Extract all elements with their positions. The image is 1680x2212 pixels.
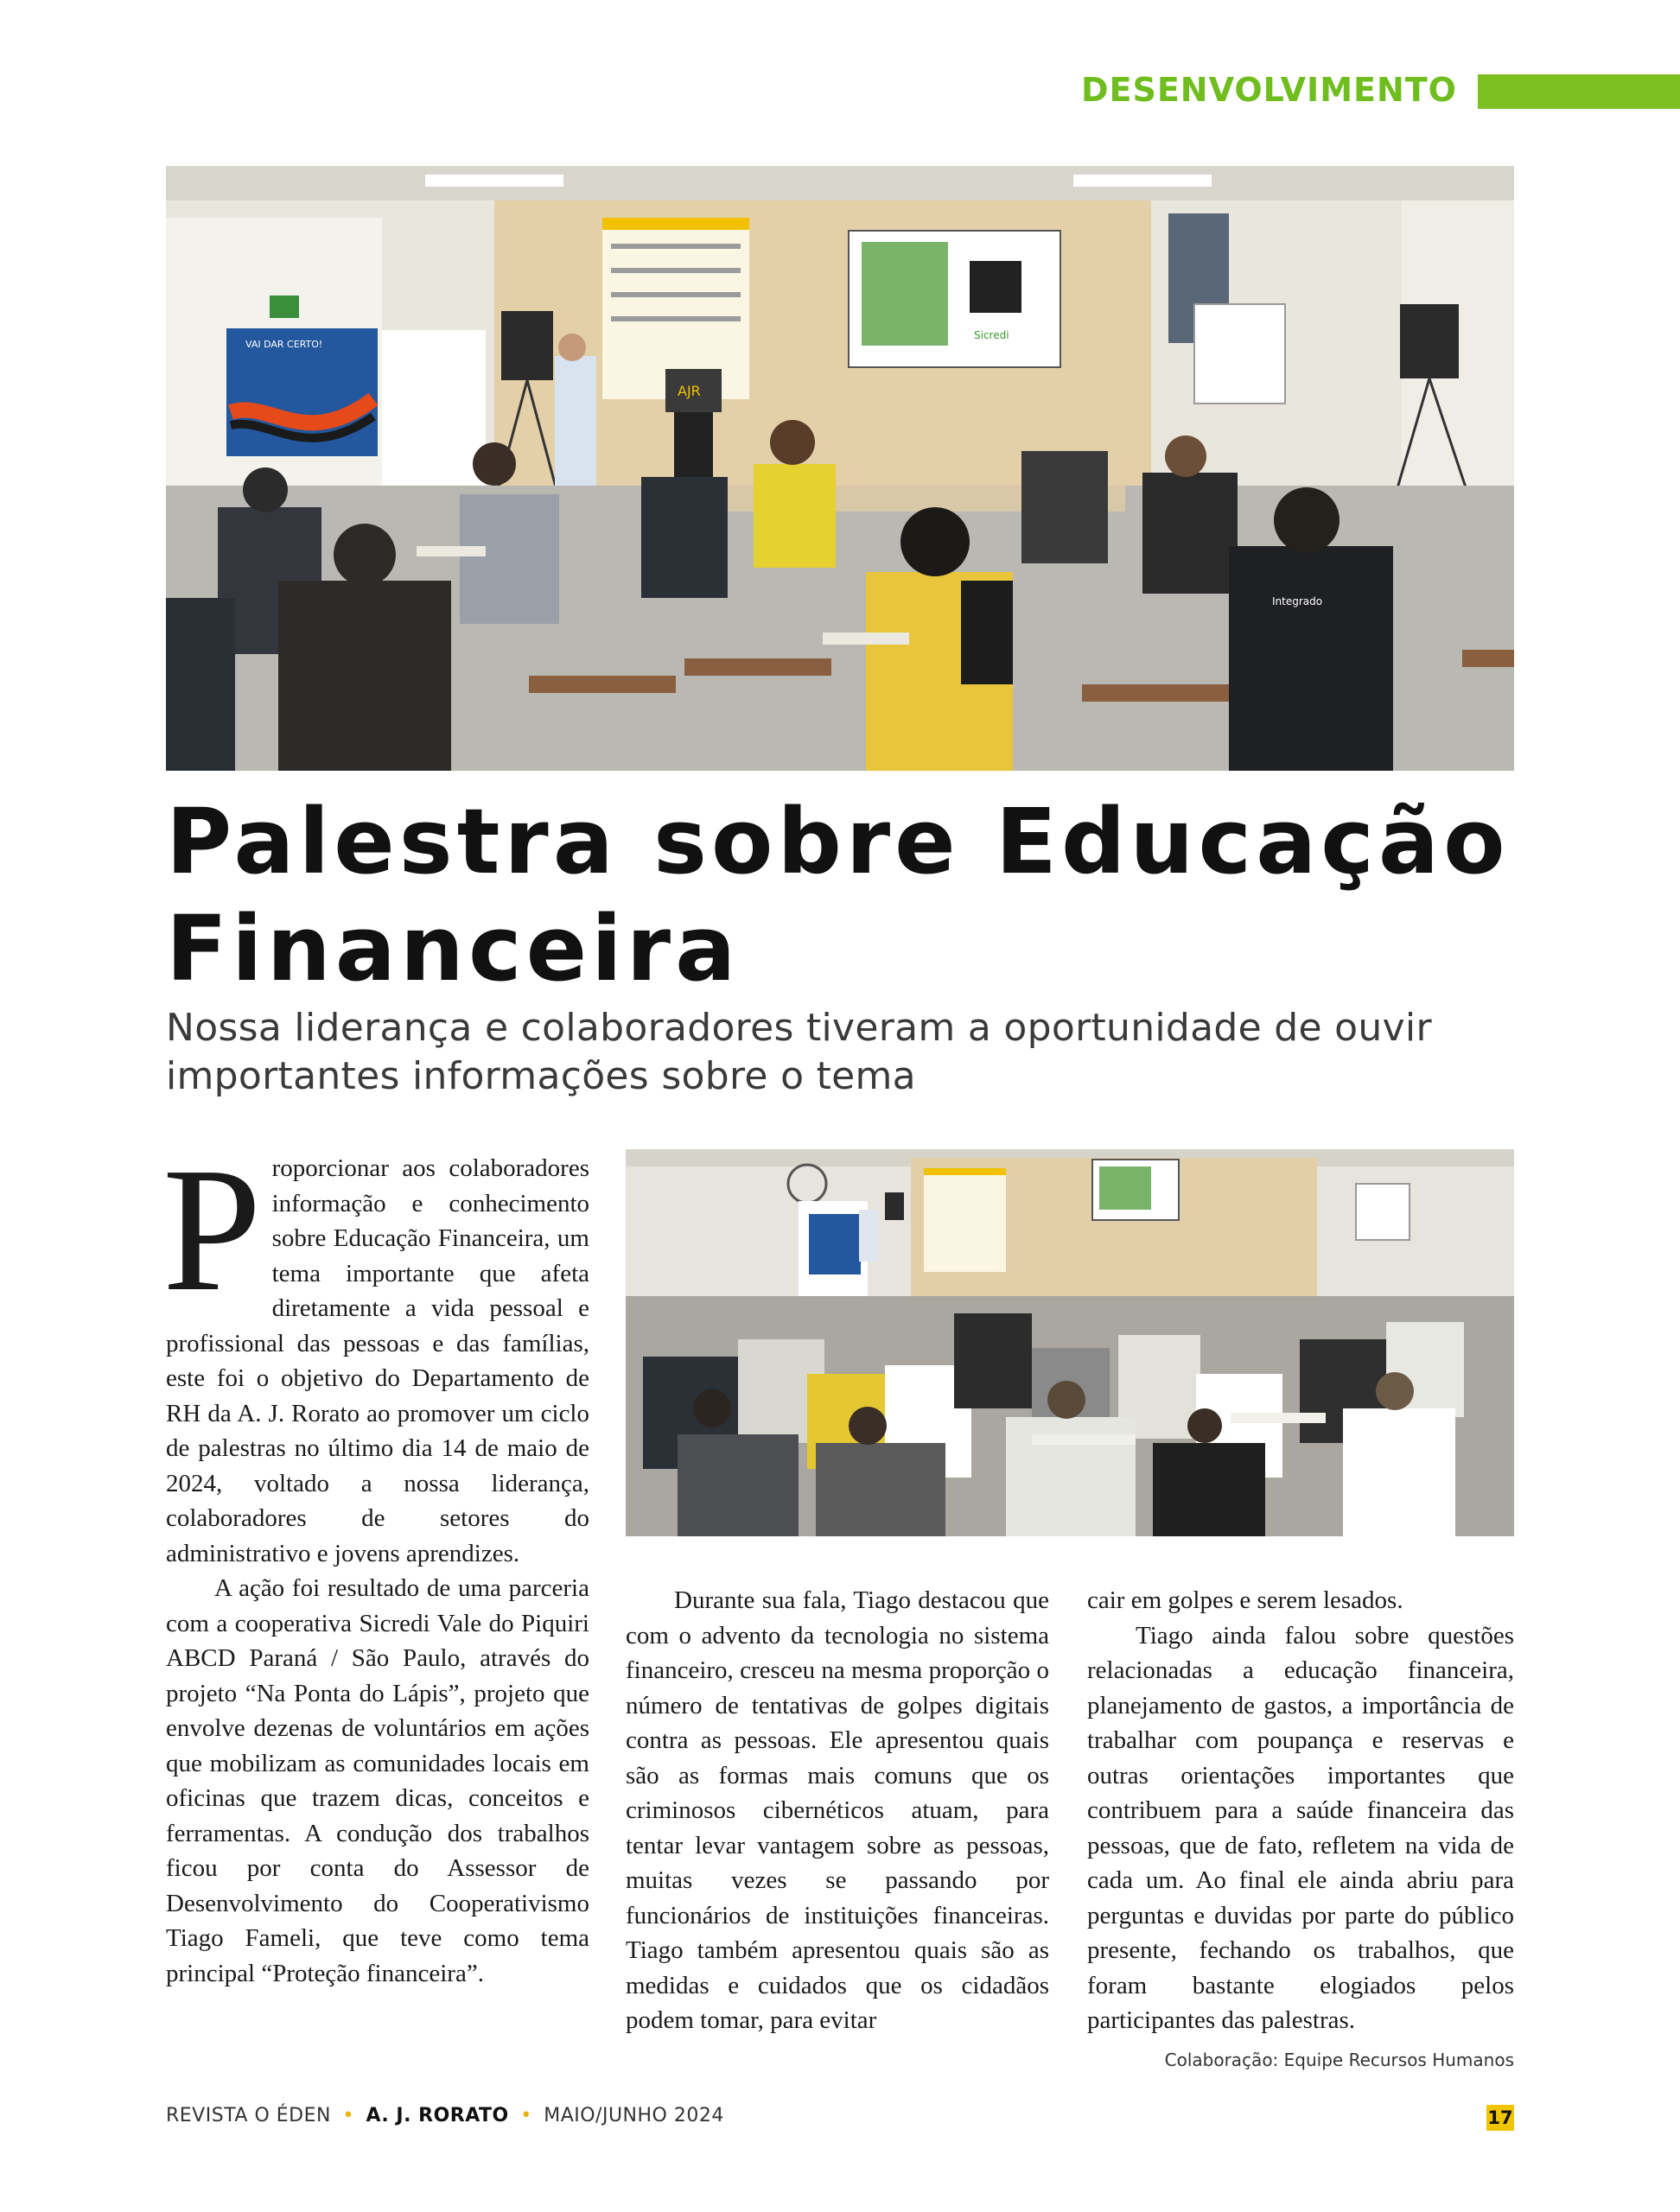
screen-logo-text: Sicredi (974, 329, 1009, 341)
paragraph-financial-planning: Tiago ainda falou sobre questões relacionadas a educação financeira, planejamento de gastos, a importância de trabalhar com poupança e reservas e outras orientações importantes que contribuem para a saúde financeira das pessoas, que de fato, refletem na vida de cada um. Ao final ele ainda abriu para perguntas e duvidas por parte do público presente, fechando os trabalhos, que foram bastante elogiados pelos participantes das palestras. (1087, 1621, 1514, 2034)
paragraph-intro-text: roporcionar aos colaboradores informação e conhecimento sobre Educação Financeira, um tema importante que afeta diretamente a vida pessoal e profissional das pessoas e das famílias, este foi o objetivo do Departamento de RH da A. J. Rorato ao promover um ciclo de palestras no último dia 14 de maio de 2024, voltado a nossa liderança, colaboradores de setores do administrativo e jovens aprendizes. (166, 1154, 589, 1567)
footer-separator: • (342, 2105, 354, 2126)
company-name: A. J. RORATO (366, 2105, 509, 2126)
article-column-1 (162, 1130, 589, 1991)
photo-credit: Colaboração: Equipe Recursos Humanos (1164, 2050, 1514, 2070)
article-column-2 (626, 1583, 1049, 2038)
footer-separator: • (520, 2105, 532, 2126)
banner-text: VAI DAR CERTO! (245, 339, 323, 350)
podium-text: AJR (678, 383, 701, 399)
section-label: DESENVOLVIMENTO (1080, 71, 1457, 109)
drop-cap: P (162, 1130, 262, 1328)
paragraph-partnership: A ação foi resultado de uma parceria com a cooperativa Sicredi Vale do Piquiri ABCD Paraná / São Paulo, através do projeto “Na Ponta do Lápis”, projeto que envolve dezenas de voluntários em ações que mobilizam as comunidades locais em oficinas que trazem dicas, conceitos e ferramentas. A condução dos trabalhos ficou por conta do Assessor de Desenvolvimento do Cooperativismo Tiago Fameli, que teve como tema principal “Proteção financeira”. (166, 1574, 589, 1987)
lecture-photo (166, 166, 1514, 771)
article-title: Palestra sobre Educação Financeira (166, 789, 1510, 1001)
article-subtitle: Nossa liderança e colaboradores tiveram a oportunidade de ouvir importantes informações sobre o tema (166, 1006, 1432, 1098)
article-column-3 (1087, 1583, 1514, 2038)
paragraph-scams-continued: cair em golpes e serem lesados. (1087, 1586, 1403, 1614)
shirt-text: Integrado (1272, 595, 1323, 607)
page-footer (166, 2105, 1203, 2126)
audience-photo (626, 1149, 1514, 1536)
paragraph-digital-scams: Durante sua fala, Tiago destacou que com o advento da tecnologia no sistema financeiro, cresceu na mesma proporção o número de tentativas de golpes digitais contra as pessoas. Ele apresentou quais são as formas mais comuns que os criminosos cibernéticos atuam, para tentar levar vantagem sobre as pessoas, muitas vezes se passando por funcionários de instituições financeiras. Tiago também apresentou quais são as medidas e cuidados que os cidadãos podem tomar, para evitar (626, 1586, 1049, 2034)
page-number: 17 (1486, 2105, 1514, 2131)
issue-date: MAIO/JUNHO 2024 (544, 2105, 724, 2126)
magazine-name: REVISTA O ÉDEN (166, 2105, 331, 2126)
paragraph-intro (162, 1130, 589, 1571)
section-accent-bar (1478, 74, 1680, 109)
